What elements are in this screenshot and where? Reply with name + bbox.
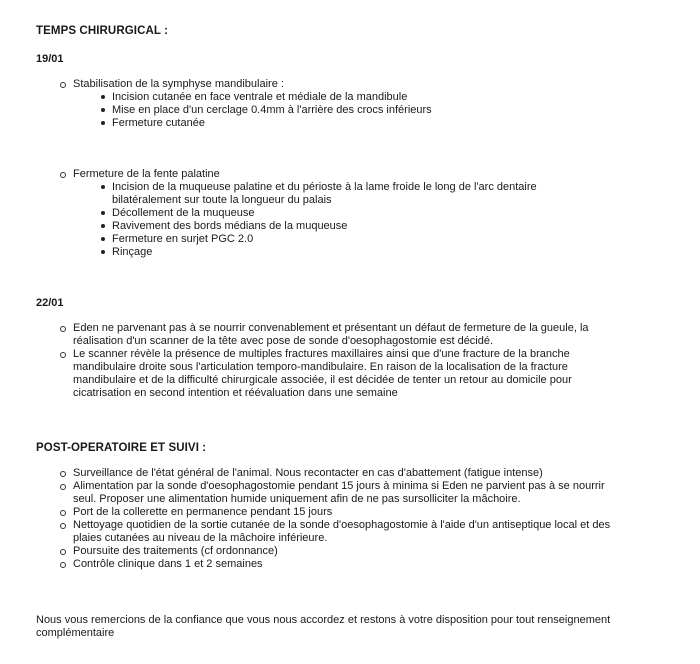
postop-item: Alimentation par la sonde d'oesophagostomie pendant 15 jours à minima si Eden ne parvient pas à se nourrir: [73, 480, 605, 492]
bullet-icon: [101, 121, 105, 125]
circle-bullet-icon: [60, 523, 66, 529]
postop-item-continued: plaies cutanées au niveau de la mâchoire inférieure.: [73, 532, 328, 544]
section-title-post-operatoire: POST-OPERATOIRE ET SUIVI :: [36, 442, 207, 454]
date-22-01: 22/01: [36, 297, 64, 309]
procedure-item-stabilisation: Stabilisation de la symphyse mandibulaire :: [73, 78, 284, 90]
procedure-subitem: Fermeture cutanée: [112, 117, 205, 129]
procedure-subitem: Rinçage: [112, 246, 153, 258]
circle-bullet-icon: [60, 549, 66, 555]
followup-text: Le scanner révèle la présence de multiples fractures maxillaires ainsi que d'une fracture de la branche: [73, 348, 570, 360]
circle-bullet-icon: [60, 352, 66, 358]
procedure-subitem: Incision cutanée en face ventrale et médiale de la mandibule: [112, 91, 408, 103]
bullet-icon: [101, 237, 105, 241]
followup-text: cicatrisation en second intention et réévaluation dans une semaine: [73, 387, 398, 399]
followup-text: Eden ne parvenant pas à se nourrir convenablement et présentant un défaut de fermeture de la gueule, la: [73, 322, 589, 334]
postop-item-continued: seul. Proposer une alimentation humide uniquement afin de ne pas sursolliciter la mâchoire.: [73, 493, 521, 505]
procedure-subitem: Décollement de la muqueuse: [112, 207, 255, 219]
closing-text: complémentaire: [36, 627, 115, 639]
procedure-subitem: Mise en place d'un cerclage 0.4mm à l'arrière des crocs inférieurs: [112, 104, 432, 116]
closing-text: Nous vous remercions de la confiance que vous nous accordez et restons à votre disposition pour tout renseignement: [36, 614, 611, 626]
circle-bullet-icon: [60, 326, 66, 332]
circle-bullet-icon: [60, 510, 66, 516]
bullet-icon: [101, 250, 105, 254]
bullet-icon: [101, 211, 105, 215]
procedure-subitem-continued: bilatéralement sur toute la longueur du palais: [112, 194, 332, 206]
followup-text: mandibulaire et de la difficulté chirurgicale associée, il est décidée de tenter un retour au domicile pour: [73, 374, 572, 386]
circle-bullet-icon: [60, 471, 66, 477]
followup-text: réalisation d'un scanner de la tête avec pose de sonde d'oesophagostomie est décidé.: [73, 335, 494, 347]
bullet-icon: [101, 108, 105, 112]
postop-item: Contrôle clinique dans 1 et 2 semaines: [73, 558, 263, 570]
circle-bullet-icon: [60, 82, 66, 88]
postop-item: Nettoyage quotidien de la sortie cutanée de la sonde d'oesophagostomie à l'aide d'un antiseptique local et des: [73, 519, 611, 531]
procedure-subitem: Ravivement des bords médians de la muqueuse: [112, 220, 348, 232]
procedure-subitem: Incision de la muqueuse palatine et du périoste à la lame froide le long de l'arc dentaire: [112, 181, 537, 193]
bullet-icon: [101, 95, 105, 99]
bullet-icon: [101, 224, 105, 228]
section-title-temps-chirurgical: TEMPS CHIRURGICAL :: [36, 25, 169, 37]
followup-text: mandibulaire droite sous l'articulation temporo-mandibulaire. En raison de la localisation de la fracture: [73, 361, 568, 373]
circle-bullet-icon: [60, 172, 66, 178]
circle-bullet-icon: [60, 484, 66, 490]
postop-item: Poursuite des traitements (cf ordonnance): [73, 545, 278, 557]
postop-item: Surveillance de l'état général de l'animal. Nous recontacter en cas d'abattement (fatigue intense): [73, 467, 543, 479]
procedure-subitem: Fermeture en surjet PGC 2.0: [112, 233, 254, 245]
bullet-icon: [101, 185, 105, 189]
postop-item: Port de la collerette en permanence pendant 15 jours: [73, 506, 333, 518]
date-19-01: 19/01: [36, 53, 64, 65]
procedure-item-fente-palatine: Fermeture de la fente palatine: [73, 168, 220, 180]
circle-bullet-icon: [60, 562, 66, 568]
